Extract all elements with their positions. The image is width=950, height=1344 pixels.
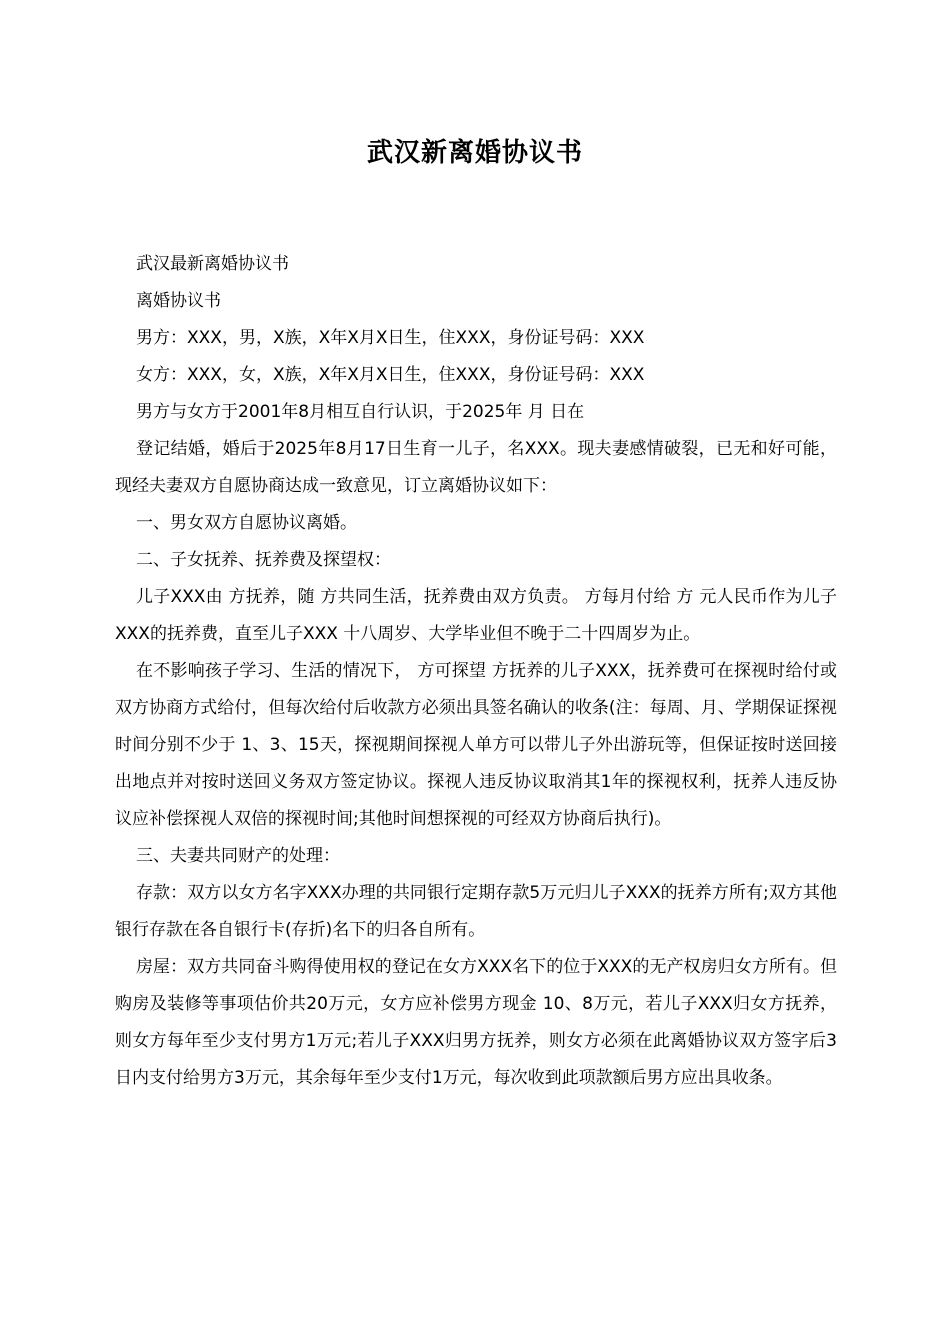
paragraph-female-party: 女方：XXX，女，X族，X年X月X日生，住XXX，身份证号码：XXX xyxy=(136,365,645,385)
paragraph-visitation: 在不影响孩子学习、生活的情况下， 方可探望 方抚养的儿子XXX，抚养费可在探视时给付或双方协商方式给付，但每次给付后收款方必须出具签名确认的收条(注：每周、月、学期保证探视时间分别不少于 1、3、15天，探视期间探视人单方可以带儿子外出游玩等，但保证按时送回接出地点并对按时送回义务双方签定协议。探视人违反协议取消其1年的探视权利，抚养人违反协议应补偿探视人双倍的探视时间;其他时间想探视的可经双方协商后执行)。 xyxy=(115,661,837,829)
paragraph-clause-1: 一、男女双方自愿协议离婚。 xyxy=(136,513,357,533)
paragraph-deposits: 存款：双方以女方名字XXX办理的共同银行定期存款5万元归儿子XXX的抚养方所有;双方其他银行存款在各自银行卡(存折)名下的归各自所有。 xyxy=(115,883,837,940)
paragraph-male-party: 男方：XXX，男，X族，X年X月X日生，住XXX，身份证号码：XXX xyxy=(136,328,645,348)
paragraph-child-support: 儿子XXX由 方抚养，随 方共同生活，抚养费由双方负责。 方每月付给 方 元人民币作为儿子XXX的抚养费，直至儿子XXX 十八周岁、大学毕业但不晚于二十四周岁为止。 xyxy=(115,587,837,644)
paragraph-subheading: 离婚协议书 xyxy=(136,291,221,311)
paragraph-heading: 武汉最新离婚协议书 xyxy=(136,254,289,274)
paragraph-acquaintance: 男方与女方于2001年8月相互自行认识，于2025年 月 日在 xyxy=(136,402,585,422)
document-body xyxy=(115,246,837,1097)
paragraph-marriage-registration: 登记结婚，婚后于2025年8月17日生育一儿子，名XXX。现夫妻感情破裂，已无和好可能，现经夫妻双方自愿协商达成一致意见，订立离婚协议如下： xyxy=(115,439,837,496)
paragraph-clause-2: 二、子女抚养、抚养费及探望权： xyxy=(136,550,391,570)
paragraph-clause-3: 三、夫妻共同财产的处理： xyxy=(136,846,340,866)
document-title: 武汉新离婚协议书 xyxy=(366,138,583,168)
paragraph-house: 房屋：双方共同奋斗购得使用权的登记在女方XXX名下的位于XXX的无产权房归女方所有。但购房及装修等事项估价共20万元，女方应补偿男方现金 10、8万元，若儿子XXX归女方抚养，则女方每年至少支付男方1万元;若儿子XXX归男方抚养，则女方必须在此离婚协议双方签字后3日内支付给男方3万元，其余每年至少支付1万元，每次收到此项款额后男方应出具收条。 xyxy=(115,957,837,1088)
